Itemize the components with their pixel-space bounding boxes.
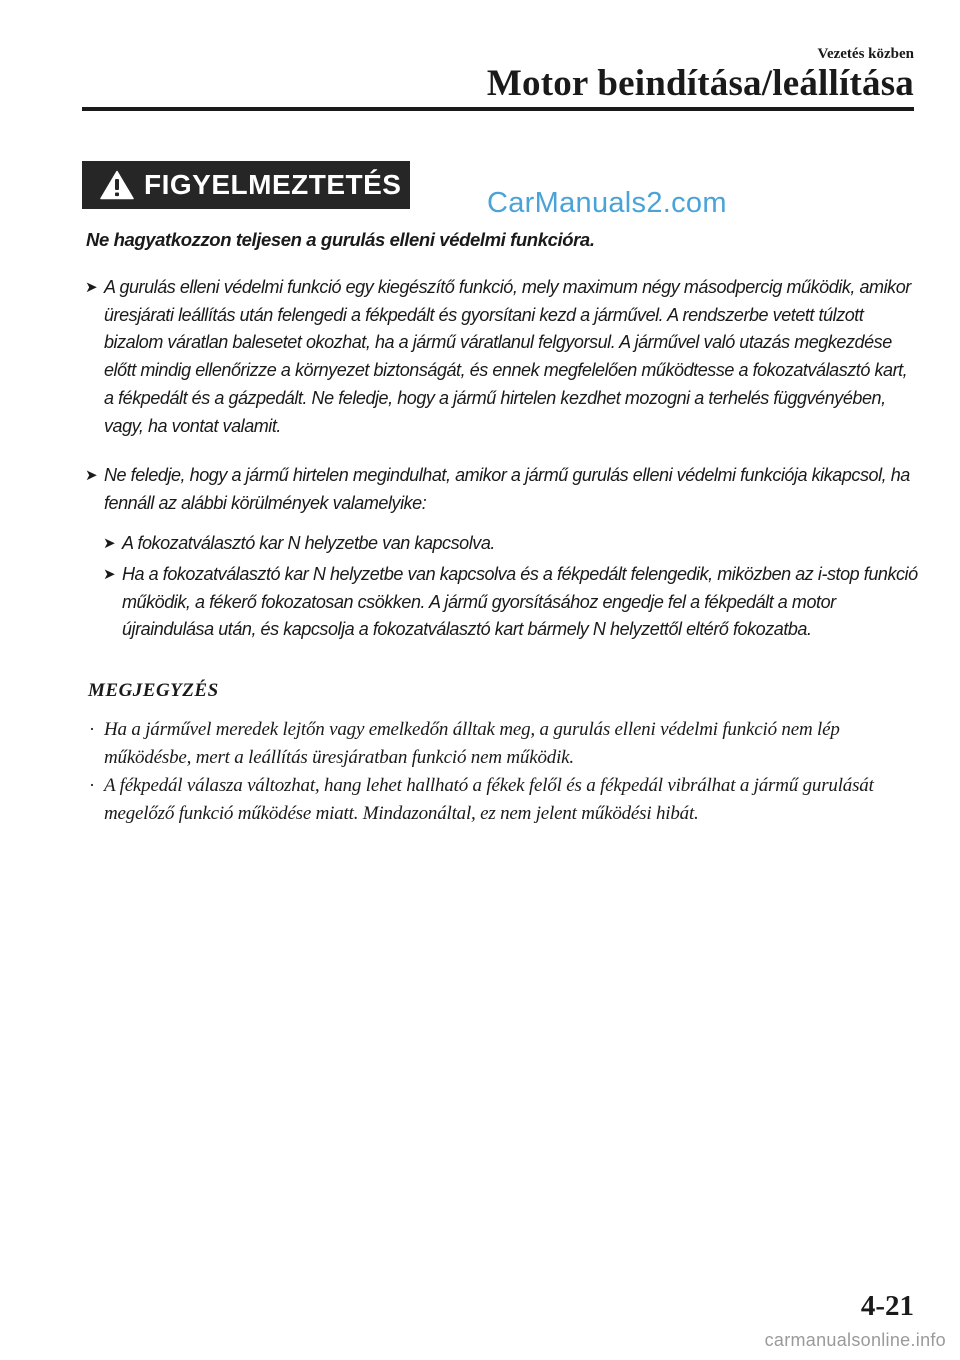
page-number: 4-21 <box>860 1290 914 1322</box>
header-divider <box>82 107 914 111</box>
watermark-text: CarManuals2.com <box>487 187 727 219</box>
note-heading: MEGJEGYZÉS <box>88 680 219 701</box>
warning-triangle-icon <box>100 170 134 200</box>
warning-subitem-text: A fokozatválasztó kar N helyzetbe van kapcsolva. <box>122 533 495 553</box>
warning-item-text: Ne feledje, hogy a jármű hirtelen megindulhat, amikor a jármű gurulás elleni védelmi funkciója kikapcsol, ha fennáll az alábbi körülmények valamelyike: <box>104 465 910 513</box>
warning-item-text: A gurulás elleni védelmi funkció egy kiegészítő funkció, mely maximum négy másodpercig működik, amikor üresjárati leállítás után felengedi a fékpedált és gyorsítani kezd a járművel. A rendszerbe vetett túlzott bizalom váratlan balesetet okozhat, ha a jármű váratlanul felgyorsul. A járművel való utazás megkezdése előtt mindig ellenőrizze a környezet biztonságát, és ennek megfelelően működtesse a fokozatválasztó kart, a fékpedált és a gázpedált. Ne feledje, hogy a jármű hirtelen kezdhet mozogni a terhelés függvényében, vagy, ha vontat valamit. <box>104 277 911 436</box>
warning-label: FIGYELMEZTETÉS <box>144 169 402 200</box>
arrow-bullet-icon: ➤ <box>103 535 116 552</box>
section-title: Vezetés közben <box>817 46 914 62</box>
warning-subitem <box>103 561 919 644</box>
warning-banner <box>82 161 410 209</box>
warning-subitem <box>103 530 919 558</box>
arrow-bullet-icon: ➤ <box>103 566 116 583</box>
warning-item <box>85 462 919 517</box>
page-title: Motor beindítása/leállítása <box>486 63 914 104</box>
footer-watermark: carmanualsonline.info <box>764 1330 946 1350</box>
arrow-bullet-icon: ➤ <box>85 467 98 484</box>
note-item <box>89 772 916 829</box>
warning-heading: Ne hagyatkozzon teljesen a gurulás elleni védelmi funkcióra. <box>86 229 595 250</box>
warning-subitem-text: Ha a fokozatválasztó kar N helyzetbe van kapcsolva és a fékpedált felengedik, miközben az i-stop funkció működik, a fékerő fokozatosan csökken. A jármű gyorsításához engedje fel a fékpedált a motor újraindulása után, és kapcsolja a fokozatválasztó kart bármely N helyzettől eltérő fokozatba. <box>122 564 918 640</box>
bullet-dot-icon: · <box>89 719 95 739</box>
note-item-text: A fékpedál válasza változhat, hang lehet hallható a fékek felől és a fékpedál vibrálhat a jármű gurulását megelőző funkció működése miatt. Mindazonáltal, ez nem jelent működési hibát. <box>104 775 874 825</box>
note-item-text: Ha a járművel meredek lejtőn vagy emelkedőn álltak meg, a gurulás elleni védelmi funkció nem lép működésbe, mert a leállítás üresjáratban funkció nem működik. <box>104 719 840 769</box>
bullet-dot-icon: · <box>89 775 95 795</box>
warning-item <box>85 274 919 440</box>
arrow-bullet-icon: ➤ <box>85 279 98 296</box>
note-item <box>89 716 916 773</box>
